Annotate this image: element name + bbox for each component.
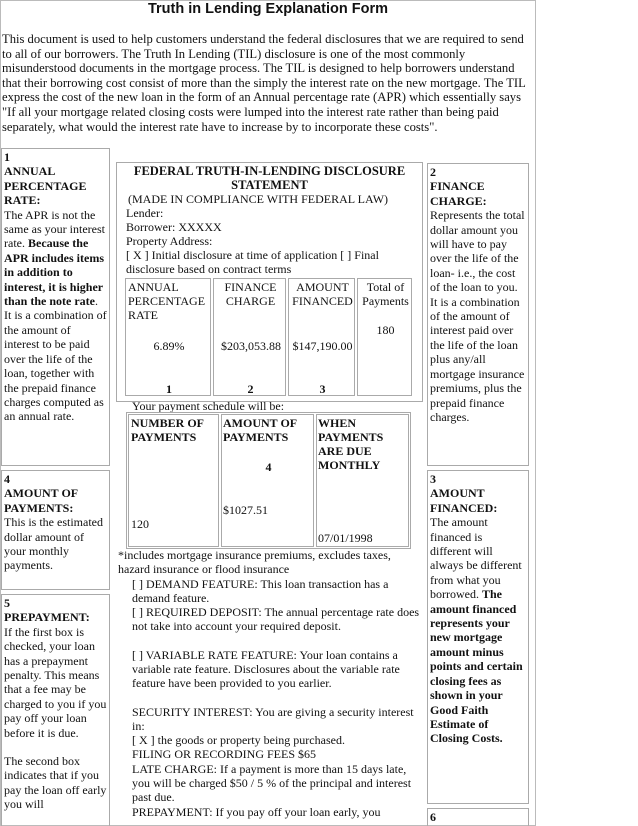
box-heading: PREPAYMENT:	[4, 610, 90, 625]
explanation-box-amount-of-payments	[1, 470, 110, 590]
number-of-payments-column	[128, 414, 219, 547]
box-number: 1	[4, 150, 10, 164]
amount-of-payments-column	[221, 414, 314, 547]
apr-label: ANNUAL PERCENTAGE RATE	[128, 280, 206, 322]
finance-charge-column	[213, 278, 286, 396]
box-number: 5	[4, 596, 10, 610]
amount-financed-value: $147,190.00	[292, 339, 353, 353]
prepayment-terms: PREPAYMENT: If you pay off your loan early, you	[132, 805, 381, 819]
total-of-payments-column	[357, 278, 412, 396]
box-heading: AMOUNT FINANCED:	[430, 486, 498, 515]
apr-value: 6.89%	[153, 339, 185, 353]
security-interest: SECURITY INTEREST: You are giving a security interest in:	[132, 705, 414, 734]
box-number: 6	[430, 810, 436, 824]
payment-due-column	[316, 414, 409, 547]
box-number: 3	[430, 472, 436, 486]
borrower-field: Borrower: XXXXX	[126, 220, 222, 234]
box-text: The second box indicates that if you pay the loan off early you will	[4, 754, 107, 812]
disclosure-heading: FEDERAL TRUTH-IN-LENDING DISCLOSURE STATEMENT	[133, 164, 406, 193]
compliance-note: (MADE IN COMPLIANCE WITH FEDERAL LAW)	[128, 192, 389, 206]
late-charge: LATE CHARGE: If a payment is more than 15 days late, you will be charged $50 / 5 % of the principal and interest past due.	[132, 762, 412, 805]
box-number: 4	[4, 472, 10, 486]
page-title: Truth in Lending Explanation Form	[147, 1, 389, 17]
box-text: The amount financed is different will always be different from what you borrowed. The amount financed represents your new mortgage amount minus points and certain closing fees as shown in your Good Faith Estimate of Closing Costs.	[430, 515, 523, 746]
demand-feature: [ ] DEMAND FEATURE: This loan transaction has a demand feature.	[132, 577, 389, 606]
box-text: Represents the total dollar amount you will have to pay over the life of the loan- i.e., the cost of the loan to you. It is a combination of the amount of interest paid over the life of the loan plus any/all mortgage insurance premiums, plus the prepaid finance charges.	[430, 208, 525, 424]
number-of-payments-value: 120	[131, 517, 149, 531]
filing-fees: FILING OR RECORDING FEES $65	[132, 747, 317, 761]
amount-financed-label: AMOUNT FINANCED	[292, 280, 353, 308]
box-heading: AMOUNT OF PAYMENTS:	[4, 486, 78, 515]
security-goods: [ X ] the goods or property being purchased.	[132, 733, 345, 747]
schedule-label: Your payment schedule will be:	[132, 399, 285, 413]
box-number: 2	[430, 165, 436, 179]
explanation-box-apr	[1, 148, 110, 466]
insurance-footnote: *includes mortgage insurance premiums, excludes taxes, hazard insurance or flood insurance	[118, 548, 391, 577]
property-address-field: Property Address:	[126, 234, 213, 248]
box-text: The APR is not the same as your interest rate. Because the APR includes items in addition to interest, it is higher than the note rate. It is a combination of the amount of interest to be paid over the life of the loan, together with the prepaid finance charges computed as an annual rate.	[4, 207, 107, 424]
amount-financed-marker: 3	[319, 382, 326, 396]
explanation-box-6	[427, 808, 529, 826]
required-deposit: [ ] REQUIRED DEPOSIT: The annual percentage rate does not take into account your required deposit.	[132, 605, 420, 634]
box-text: This is the estimated dollar amount of your monthly payments.	[4, 515, 103, 573]
finance-charge-marker: 2	[247, 382, 254, 396]
variable-rate-feature: [ ] VARIABLE RATE FEATURE: Your loan contains a variable rate feature. Disclosures about the variable rate feature have been provided to you earlier.	[132, 648, 400, 691]
finance-charge-label: FINANCE CHARGE	[224, 280, 277, 308]
apr-column	[125, 278, 211, 396]
box-heading: FINANCE CHARGE:	[430, 179, 487, 208]
disclosure-type: [ X ] Initial disclosure at time of application [ ] Final disclosure based on contract terms	[126, 248, 379, 277]
apr-marker: 1	[166, 382, 172, 396]
explanation-box-finance-charge	[427, 163, 529, 466]
explanation-box-amount-financed	[427, 470, 529, 804]
amount-financed-column	[288, 278, 355, 396]
amount-of-payments-value: $1027.51	[223, 503, 268, 517]
amount-of-payments-marker: 4	[265, 460, 272, 474]
finance-charge-value: $203,053.88	[221, 339, 281, 353]
total-of-payments-label: Total of Payments	[362, 280, 409, 308]
explanation-box-prepayment	[1, 594, 110, 826]
box-text: If the first box is checked, your loan has a prepayment penalty. This means that a fee may be charged to you if you pay off your loan before it is due.	[4, 624, 107, 740]
box-heading: ANNUAL PERCENTAGE RATE:	[4, 164, 87, 208]
intro-paragraph: This document is used to help customers understand the federal disclosures that we are required to send to all of our borrowers. The Truth In Lending (TIL) disclosure is one of the most commonly misunderstood documents in the mortgage process. The TIL is designed to help borrowers understand that their borrowing cost consist of more than the simply the interest rate on the new mortgage. The TIL express the cost of the new loan in the form of an Annual percentage rate (APR) which essentially says "If all your mortgage related closing costs were lumped into the interest rate rather than being paid separately, what would the interest rate have to increase by to incorporate these costs".	[2, 32, 526, 134]
lender-field: Lender:	[126, 206, 164, 220]
number-of-payments-header: NUMBER OF PAYMENTS	[131, 416, 204, 444]
amount-of-payments-header: AMOUNT OF PAYMENTS	[223, 416, 297, 444]
total-of-payments-value: 180	[376, 323, 395, 337]
payment-due-date: 07/01/1998	[318, 531, 373, 545]
payment-due-header: WHEN PAYMENTS ARE DUE MONTHLY	[318, 416, 384, 472]
